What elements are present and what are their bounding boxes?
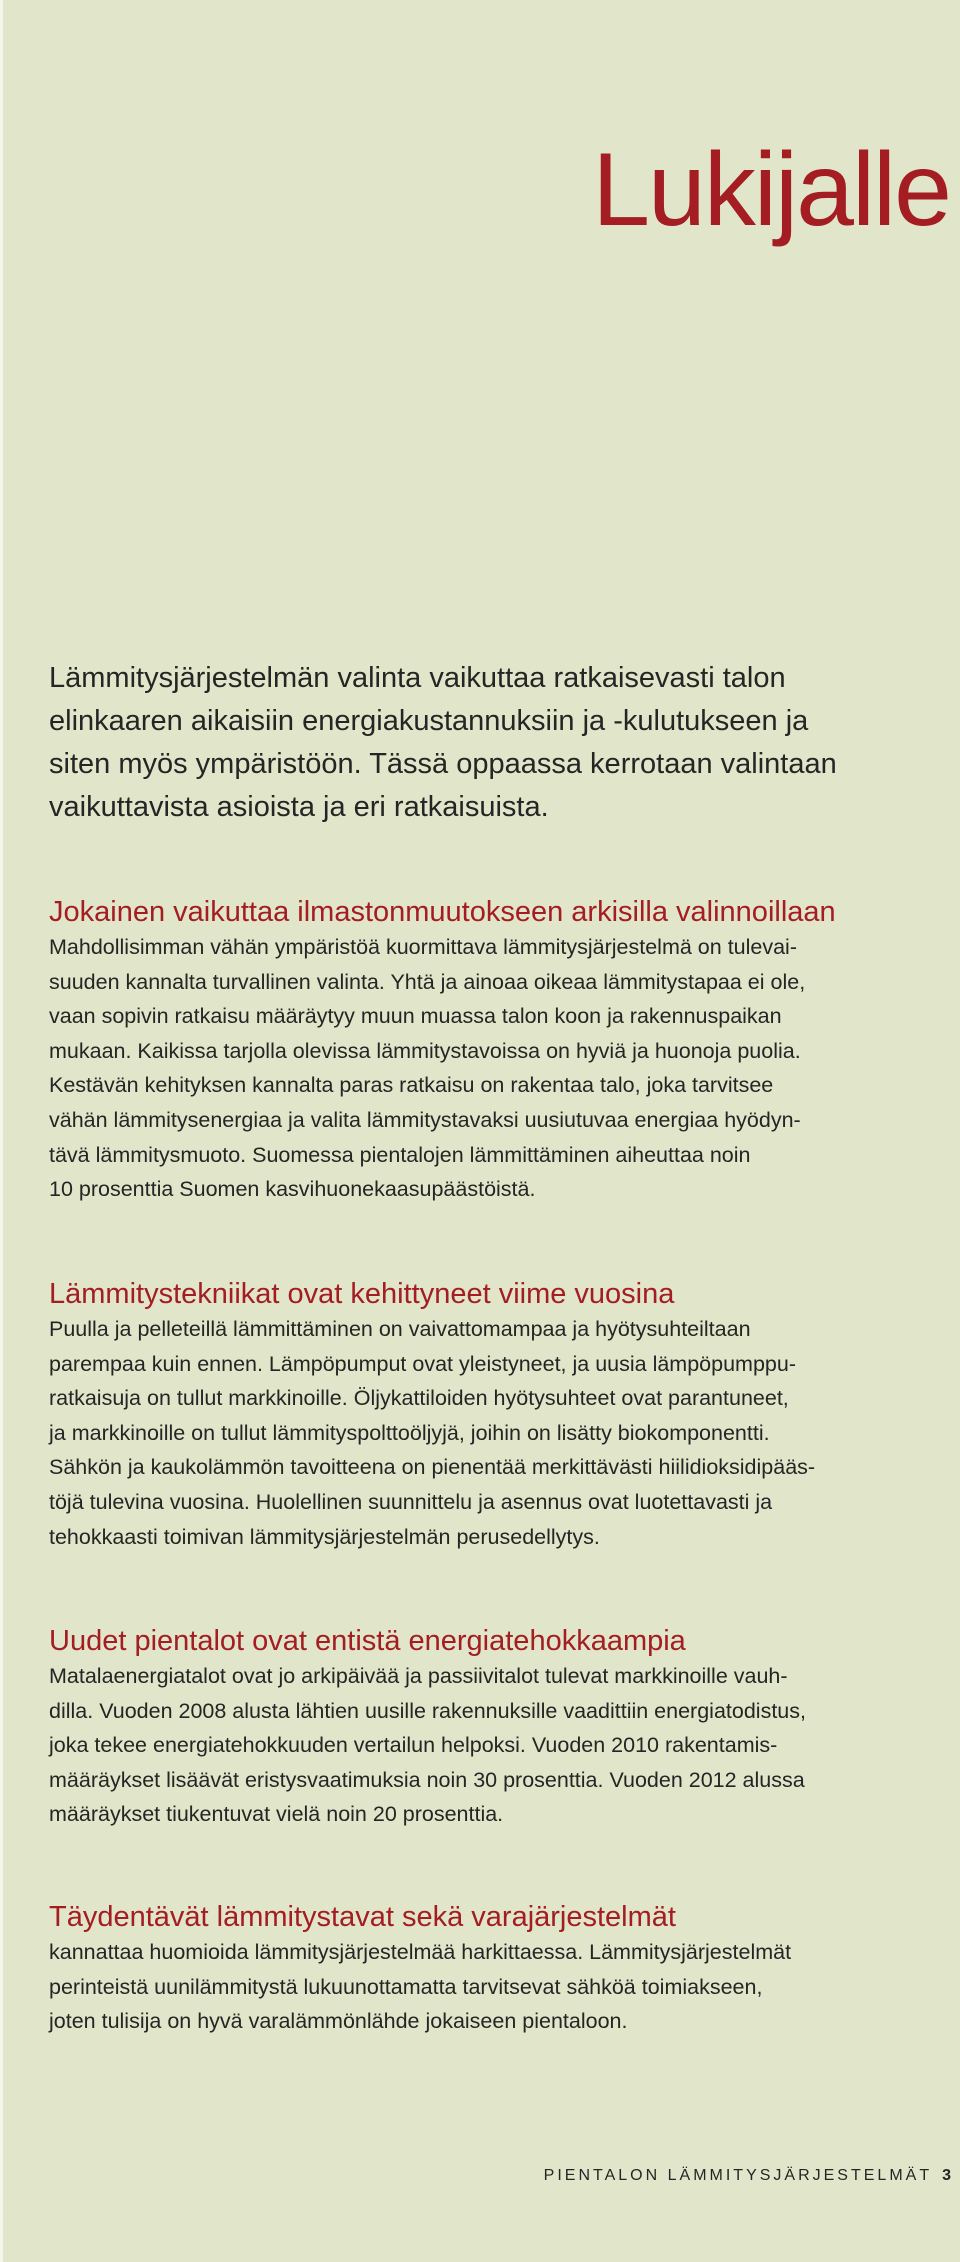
body-line: Mahdollisimman vähän ympäristöä kuormittava lämmitysjärjestelmä on tulevai- (49, 935, 797, 959)
intro-line: elinkaaren aikaisiin energiakustannuksiin ja -kulutukseen ja (49, 705, 809, 737)
body-line: vähän lämmitysenergiaa ja valita lämmitystavaksi uusiutuvaa energiaa hyödyn- (49, 1107, 801, 1132)
body-line: kannattaa huomioida lämmitysjärjestelmää harkittaessa. Lämmitysjärjestelmät (49, 1940, 792, 1964)
page-footer (544, 2167, 951, 2185)
body-line: joka tekee energiatehokkuuden vertailun helpoksi. Vuoden 2010 rakentamis- (49, 1733, 778, 1758)
body-line: töjä tulevina vuosina. Huolellinen suunnittelu ja asennus ovat luotettavasti ja (49, 1489, 773, 1514)
section-body (49, 1659, 949, 1832)
body-line: ratkaisuja on tullut markkinoille. Öljykattiloiden hyötysuhteet ovat parantuneet, (49, 1386, 789, 1411)
body-line: perinteistä uunilämmitystä lukuunottamatta tarvitsevat sähköä toimiakseen, (49, 1974, 763, 1999)
body-line: suuden kannalta turvallinen valinta. Yhtä ja ainoaa oikeaa lämmitystapaa ei ole, (49, 969, 806, 994)
section-body (49, 1312, 949, 1554)
section-body (49, 1935, 949, 2039)
body-line: Kestävän kehityksen kannalta paras ratkaisu on rakentaa talo, joka tarvitsee (49, 1073, 774, 1098)
section-heading: Lämmitystekniikat ovat kehittyneet viime vuosina (49, 1278, 675, 1310)
section-body (49, 930, 949, 1207)
footer-label: PIENTALON LÄMMITYSJÄRJESTELMÄT (543, 2167, 933, 2184)
body-line: Puulla ja pelleteillä lämmittäminen on vaivattomampaa ja hyötysuhteiltaan (49, 1317, 751, 1341)
body-line: ja markkinoille on tullut lämmityspolttoöljyjä, joihin on lisätty biokomponentti. (49, 1420, 770, 1445)
page-number: 3 (942, 2167, 951, 2184)
section-climate-change (49, 894, 949, 1207)
body-line: tehokkaasti toimivan lämmitysjärjestelmän perusedellytys. (49, 1524, 600, 1549)
section-energy-efficiency (49, 1623, 949, 1832)
body-line: tävä lämmitysmuoto. Suomessa pientalojen lämmittäminen aiheuttaa noin (49, 1142, 751, 1167)
body-line: vaan sopivin ratkaisu määräytyy muun muassa talon koon ja rakennuspaikan (49, 1004, 782, 1029)
body-line: määräykset tiukentuvat vielä noin 20 prosenttia. (49, 1802, 504, 1827)
body-line: 10 prosenttia Suomen kasvihuonekaasupäästöistä. (49, 1177, 536, 1202)
body-line: mukaan. Kaikissa tarjolla olevissa lämmitystavoissa on hyviä ja huonoja puolia. (49, 1038, 801, 1063)
body-line: määräykset lisäävät eristysvaatimuksia noin 30 prosenttia. Vuoden 2012 alussa (49, 1767, 805, 1792)
page-title: Lukijalle (592, 132, 950, 248)
section-backup-heating (49, 1899, 949, 2039)
body-line: Sähkön ja kaukolämmön tavoitteena on pienentää merkittävästi hiilidioksidipääs- (49, 1455, 816, 1480)
intro-paragraph (49, 657, 929, 829)
body-line: parempaa kuin ennen. Lämpöpumput ovat yleistyneet, ja uusia lämpöpumppu- (49, 1351, 796, 1376)
intro-line: vaikuttavista asioista ja eri ratkaisuista. (49, 791, 549, 823)
intro-line: Lämmitysjärjestelmän valinta vaikuttaa ratkaisevasti talon (49, 662, 786, 694)
intro-line: siten myös ympäristöön. Tässä oppaassa kerrotaan valintaan (49, 748, 837, 780)
page-edge (0, 0, 3, 2262)
section-heating-technology (49, 1276, 949, 1554)
section-heading: Uudet pientalot ovat entistä energiatehokkaampia (49, 1625, 686, 1657)
body-line: dilla. Vuoden 2008 alusta lähtien uusille rakennuksille vaadittiin energiatodistus, (49, 1698, 806, 1723)
body-line: Matalaenergiatalot ovat jo arkipäivää ja passiivitalot tulevat markkinoille vauh- (49, 1664, 788, 1688)
body-line: joten tulisija on hyvä varalämmönlähde jokaiseen pientaloon. (49, 2009, 628, 2034)
section-heading: Jokainen vaikuttaa ilmastonmuutokseen arkisilla valinnoillaan (49, 896, 836, 928)
section-heading: Täydentävät lämmitystavat sekä varajärjestelmät (49, 1901, 676, 1933)
